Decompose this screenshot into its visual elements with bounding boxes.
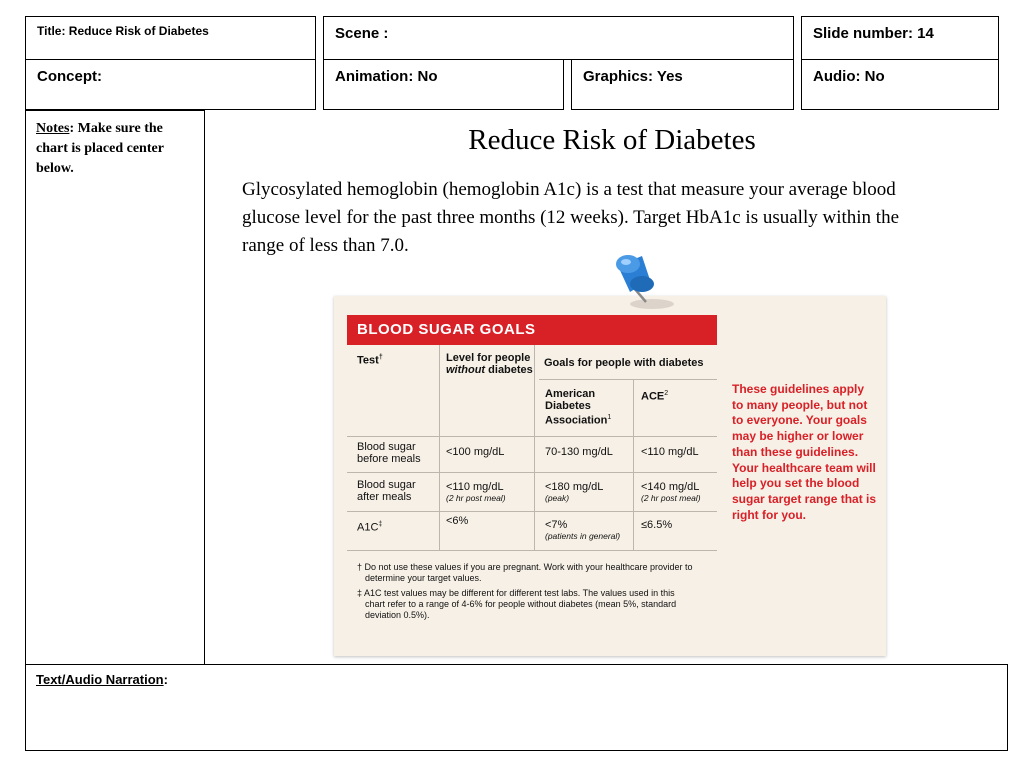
animation-cell — [323, 59, 564, 110]
footnote-double-dagger: ‡ A1C test values may be different for different test labs. The values used in this chart refer to a range of 4-6% for people without diabetes (mean 5%, standard deviation 0.5%). — [357, 588, 677, 620]
col-header-ace: ACE$^2$ — [641, 390, 669, 403]
torn-edge — [334, 642, 886, 658]
grid-line — [347, 550, 717, 551]
notes-text: : Make sure the chart is placed center below. — [36, 121, 164, 176]
pushpin-icon — [608, 252, 680, 312]
scene-text: Scene : — [335, 25, 389, 42]
narration-label-wrap — [36, 672, 168, 687]
narration-panel — [25, 664, 1008, 751]
narration-label: Text/Audio Narration — [36, 672, 164, 687]
row2-ada-note: (peak) — [545, 493, 570, 503]
col-header-test: Test† — [357, 354, 383, 367]
notes-content — [36, 119, 186, 179]
dagger-mark: † — [378, 354, 383, 361]
row3-test: A1C‡ — [357, 521, 383, 534]
row2-without: <110 mg/dL (2 hr post meal) — [446, 481, 506, 503]
col-header-without: Level for people without diabetes — [446, 352, 533, 376]
notes-panel — [25, 110, 205, 666]
row2-test: Blood sugar after meals — [357, 479, 416, 503]
graphics-cell — [571, 59, 794, 110]
row3-ada: <7% (patients in general) — [545, 519, 621, 541]
row3-ada-note: (patients in general) — [545, 531, 621, 541]
blood-sugar-goals-chart — [334, 296, 886, 656]
audio-text: Audio: No — [813, 68, 885, 85]
footnote-dagger: † Do not use these values if you are pregnant. Work with your healthcare provider to determine your target values. — [357, 562, 693, 583]
slide-number-cell — [801, 16, 999, 60]
row3-without: <6% — [446, 515, 469, 527]
concept-cell — [25, 59, 316, 110]
grid-line — [347, 436, 717, 437]
row2-ada: <180 mg/dL (peak) — [545, 481, 604, 503]
col-header-ada: American Diabetes Association$^1$ — [545, 388, 612, 427]
chart-banner — [347, 315, 717, 345]
slide-body: Glycosylated hemoglobin (hemoglobin A1c) is a test that measure your average blood glucose level for the past three months (12 weeks). Target HbA1c is usually within the range of less than 7.0. — [242, 179, 900, 256]
row1-test: Blood sugar before meals — [357, 441, 421, 465]
graphics-text: Graphics: Yes — [583, 68, 683, 85]
row2-ace-note: (2 hr post meal) — [641, 493, 701, 503]
concept-text: Concept: — [37, 68, 102, 85]
slide-number-text: Slide number: 14 — [813, 25, 934, 42]
row2-without-note: (2 hr post meal) — [446, 493, 506, 503]
grid-line — [633, 379, 634, 550]
notes-label: Notes — [36, 121, 70, 136]
title-text: Title: Reduce Risk of Diabetes — [37, 24, 209, 38]
scene-cell — [323, 16, 794, 60]
row2-ace: <140 mg/dL (2 hr post meal) — [641, 481, 701, 503]
grid-line — [534, 345, 535, 550]
grid-line — [439, 345, 440, 550]
row3-ace: ≤6.5% — [641, 519, 673, 531]
slide-heading: Reduce Risk of Diabetes — [468, 124, 756, 156]
animation-text: Animation: No — [335, 68, 438, 85]
chart-banner-text: BLOOD SUGAR GOALS — [357, 321, 536, 338]
row1-ada: 70-130 mg/dL — [545, 446, 613, 458]
row1-ace: <110 mg/dL — [641, 446, 699, 458]
grid-line — [347, 511, 717, 512]
row1-without: <100 mg/dL — [446, 446, 505, 458]
narration-colon: : — [163, 672, 168, 687]
grid-line — [539, 379, 717, 380]
guidelines-text: These guidelines apply to many people, but not to everyone. Your goals may be higher or lower than these guidelines. Your healthcare team will help you set the blood sugar target range that is right for you. — [732, 382, 877, 522]
title-cell — [25, 16, 316, 60]
audio-cell — [801, 59, 999, 110]
grid-line — [347, 472, 717, 473]
col-header-goals: Goals for people with diabetes — [544, 357, 704, 369]
